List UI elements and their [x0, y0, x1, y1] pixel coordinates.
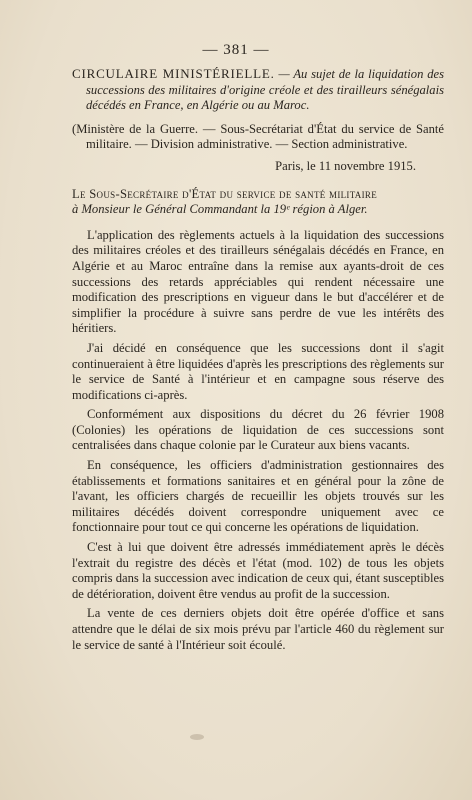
- address-block: [72, 187, 444, 218]
- circular-subject: — Au sujet de la liquidation des successions des militaires d'origine créole et des tirailleurs sénégalais décédés en France, en Algérie ou au Maroc.: [86, 67, 444, 113]
- paragraph: En conséquence, les officiers d'administration gestionnaires des établissements et formations sanitaires et en général pour la zône de l'avant, les officiers chargés de recueillir les objets trouvés sur les militaires décédés doivent correspondre uniquement avec ce fonctionnaire pour tout ce qui concerne les opérations de liquidation.: [72, 458, 444, 535]
- paragraph: Conformément aux dispositions du décret du 26 février 1908 (Colonies) les opérations de liquidation de ces successions sont centralisées dans chaque colonie par le Curateur aux biens vacants.: [72, 407, 444, 453]
- paragraph: L'application des règlements actuels à la liquidation des successions des militaires créoles et des tirailleurs sénégalais décédés en France, en Algérie et au Maroc entraîne dans la remise aux ayants-droit de ces successions des retards appréciables qui rendent nécessaire une modification des prescriptions en vigueur dans le but d'accélérer et de simplifier la procédure à suivre sans perdre de vue les intérêts des héritiers.: [72, 227, 444, 336]
- issuing-office: (Ministère de la Guerre. — Sous-Secrétariat d'État du service de Santé militaire. — Division administrative. — Section administrative.: [72, 121, 444, 152]
- circular-header: [72, 66, 444, 114]
- paper-stain: [190, 734, 204, 740]
- page-number: — 381 —: [202, 42, 270, 58]
- paragraph: J'ai décidé en conséquence que les successions dont il s'agit continueraient à être liquidées d'après les prescriptions des règlements sur le service de Santé à l'intérieur et en campagne sous réserve des modifications ci-après.: [72, 340, 444, 402]
- paragraph: La vente de ces derniers objets doit être opérée d'office et sans attendre que le délai de six mois prévu par l'article 460 du règlement sur le service de santé à l'Intérieur soit écoulé.: [72, 606, 444, 652]
- document-body: [72, 66, 444, 653]
- address-recipient: à Monsieur le Général Commandant la 19ᵉ région à Alger.: [72, 202, 368, 217]
- dateline: Paris, le 11 novembre 1915.: [275, 158, 416, 173]
- circular-title: CIRCULAIRE MINISTÉRIELLE.: [72, 66, 275, 81]
- address-sender: Le Sous-Secrétaire d'État du service de santé militaire: [72, 186, 377, 201]
- paragraph: C'est à lui que doivent être adressés immédiatement après le décès l'extrait du registre des décès et l'état (mod. 102) de tous les objets compris dans la succession avec indication de ceux qui, étant susceptibles de détérioration, doivent être vendus au profit de la succession.: [72, 540, 444, 601]
